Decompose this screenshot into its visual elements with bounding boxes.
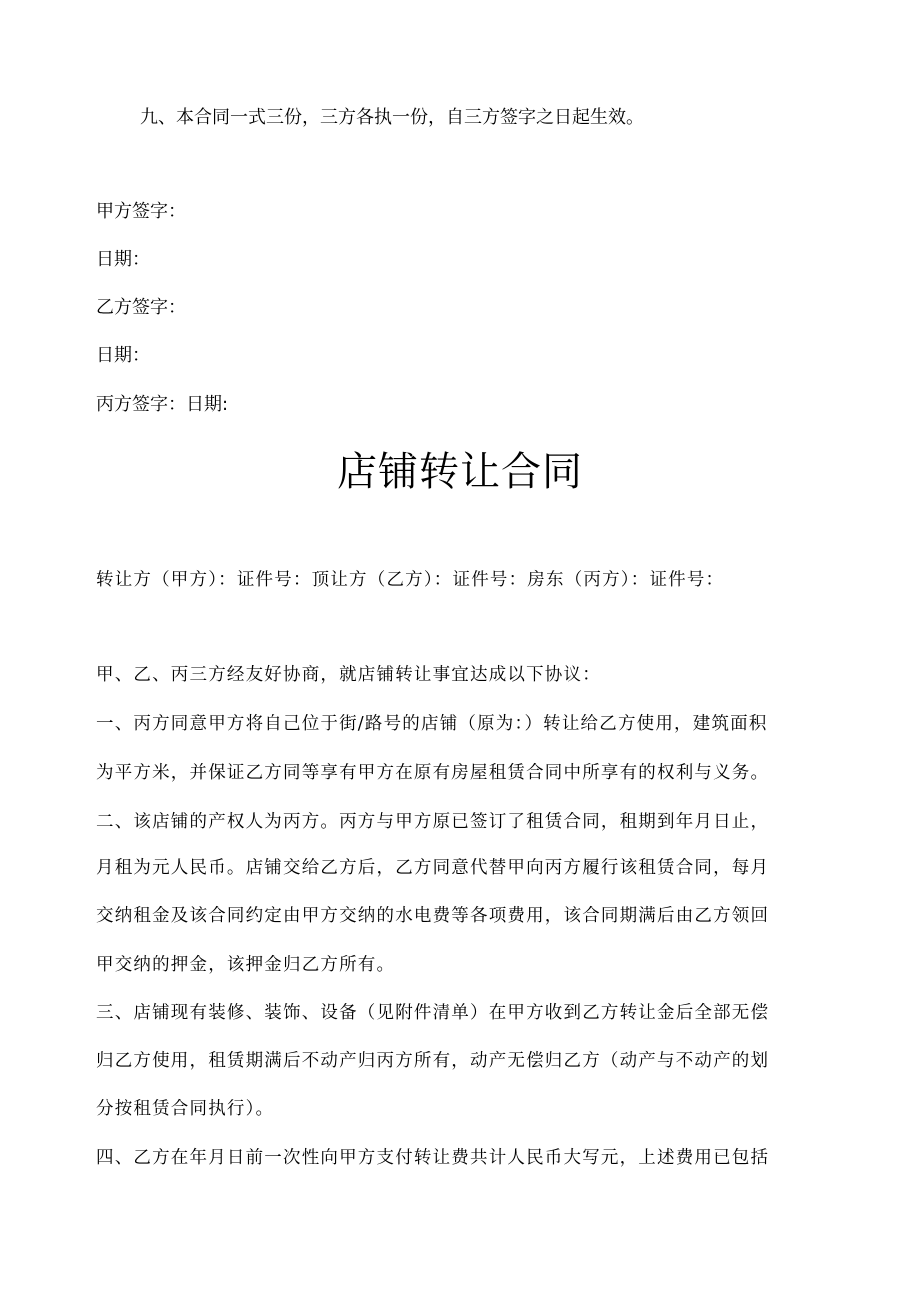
party-b-date-label: 日期：: [96, 345, 150, 366]
party-a-date-label: 日期：: [96, 249, 150, 270]
party-a-signature-label: 甲方签字：: [96, 201, 186, 222]
body-line: 一、丙方同意甲方将自己位于街/路号的店铺（原为：）转让给乙方使用，建筑面积: [96, 714, 768, 734]
parties-line: 转让方（甲方）：证件号：顶让方（乙方）：证件号：房东（丙方）：证件号：: [96, 570, 725, 590]
body-line: 为平方米，并保证乙方同等享有甲方在原有房屋租赁合同中所享有的权利与义务。: [96, 763, 770, 783]
contract-title: 店铺转让合同: [337, 449, 583, 495]
body-line: 四、乙方在年月日前一次性向甲方支付转让费共计人民币大写元，上述费用已包括: [96, 1148, 770, 1168]
body-line: 归乙方使用，租赁期满后不动产归丙方所有，动产无偿归乙方（动产与不动产的划: [96, 1051, 770, 1071]
clause-nine: 九、本合同一式三份，三方各执一份，自三方签字之日起生效。: [140, 107, 644, 128]
body-line: 甲交纳的押金，该押金归乙方所有。: [96, 955, 396, 975]
body-line: 交纳租金及该合同约定由甲方交纳的水电费等各项费用，该合同期满后由乙方领回: [96, 906, 770, 926]
party-c-signature-date-label: 丙方签字：日期:: [96, 394, 229, 415]
body-line: 甲、乙、丙三方经友好协商，就店铺转让事宜达成以下协议：: [96, 665, 601, 685]
body-line: 分按租赁合同执行）。: [96, 1099, 275, 1119]
body-line: 二、该店铺的产权人为丙方。丙方与甲方原已签订了租赁合同，租期到年月日止，: [96, 812, 770, 832]
party-b-signature-label: 乙方签字：: [96, 297, 186, 318]
body-line: 三、店铺现有装修、装饰、设备（见附件清单）在甲方收到乙方转让金后全部无偿: [96, 1003, 770, 1023]
body-line: 月租为元人民币。店铺交给乙方后，乙方同意代替甲向丙方履行该租赁合同，每月: [96, 858, 770, 878]
